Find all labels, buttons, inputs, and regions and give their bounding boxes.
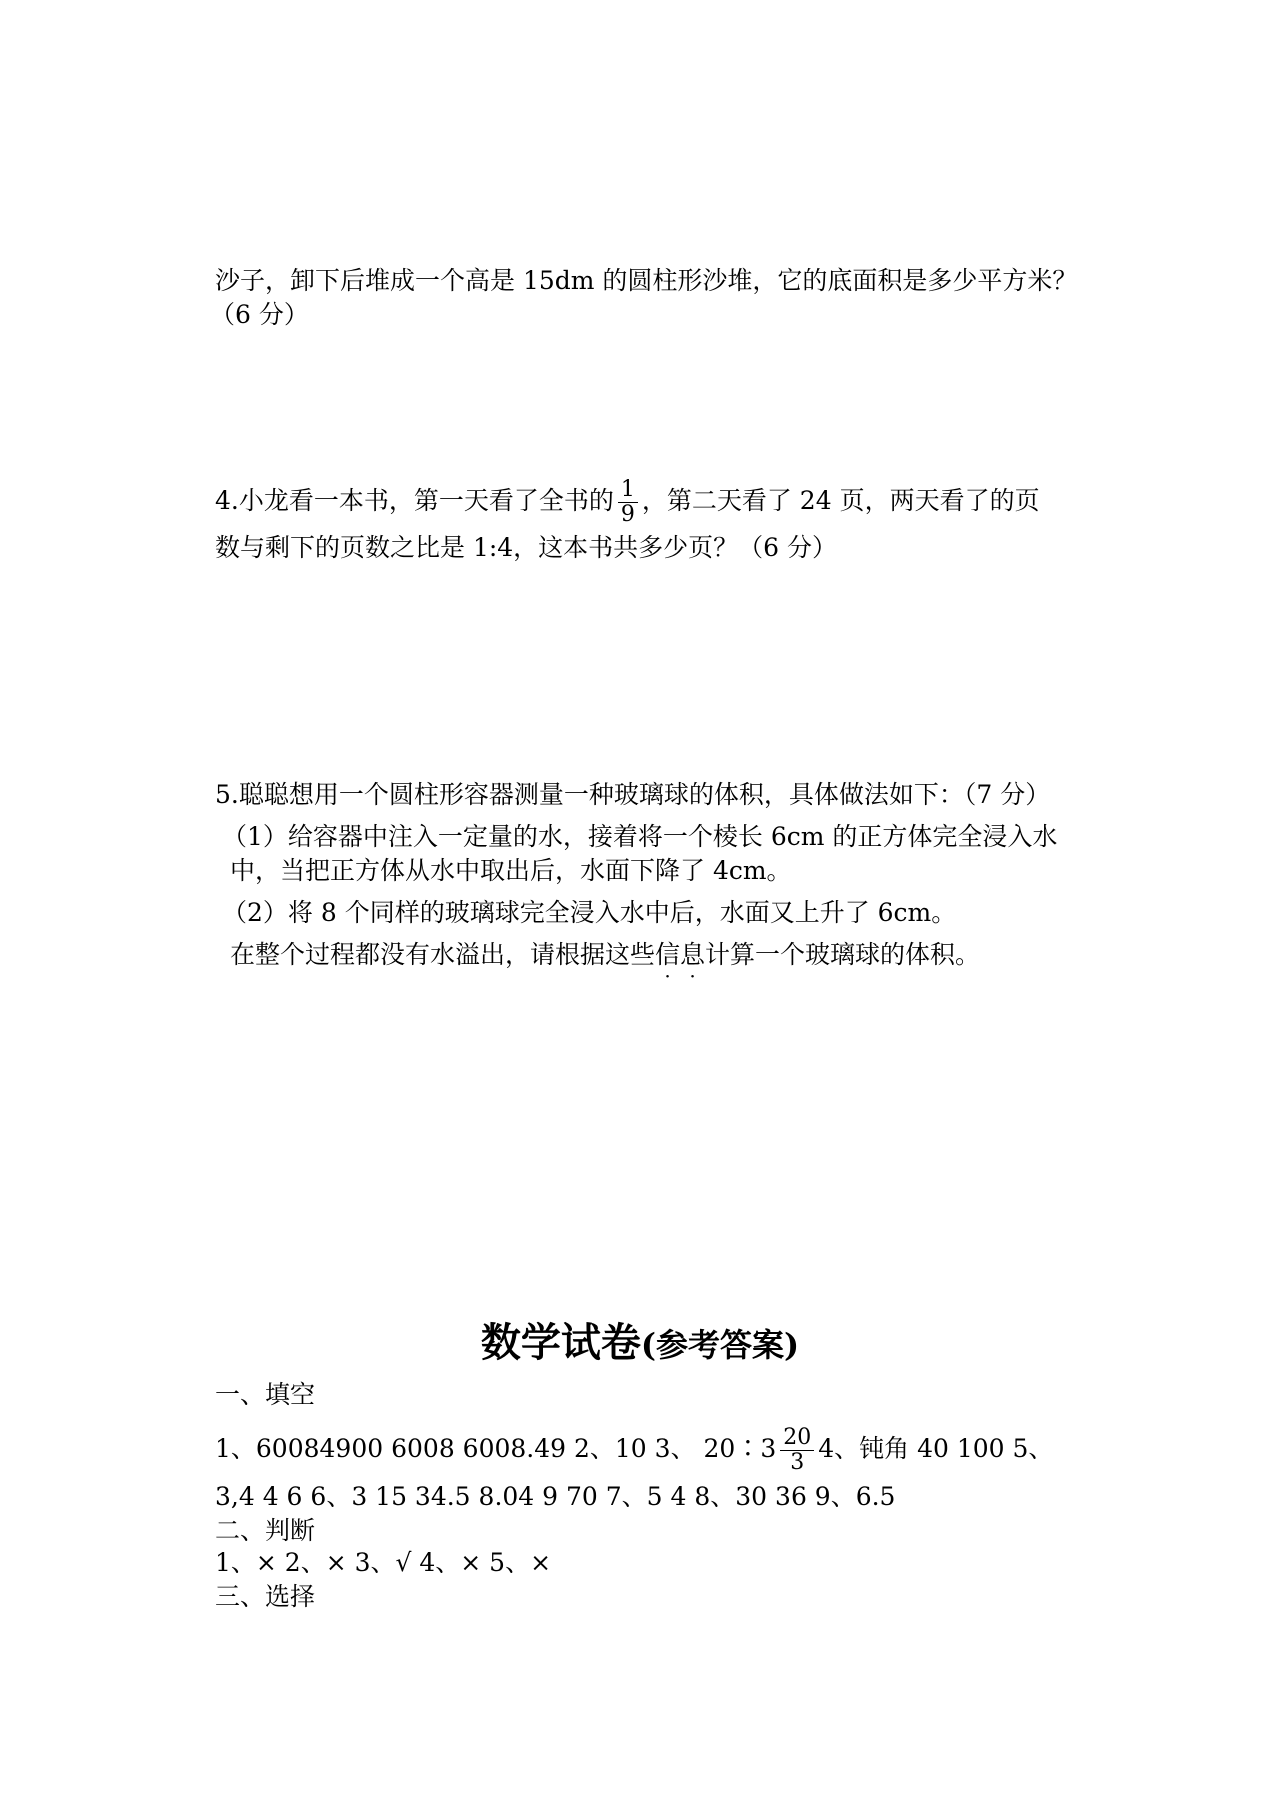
- section-fill-heading: 一、填空: [215, 1380, 316, 1409]
- q4-line2: 数与剩下的页数之比是 1:4，这本书共多少页？（6 分）: [215, 533, 838, 562]
- fill-answers-part-b: 4、钝角 40 100 5、: [818, 1434, 1054, 1463]
- q4-fraction-denominator: 9: [620, 502, 635, 527]
- fill-answers-line2: 3,4 4 6 6、3 15 34.5 8.04 9 70 7、5 4 8、30 36 9、6.5: [215, 1482, 896, 1511]
- answer-key-title: [0, 1318, 1280, 1370]
- q5-line2: （1）给容器中注入一定量的水，接着将一个棱长 6cm 的正方体完全浸入水: [222, 822, 1058, 851]
- q4-prefix: 4.小龙看一本书，第一天看了全书的: [215, 486, 614, 515]
- fill-fraction-numerator: 20: [783, 1425, 812, 1450]
- judge-answers: 1、× 2、× 3、√ 4、× 5、×: [215, 1548, 552, 1577]
- section-choice-heading: 三、选择: [215, 1582, 316, 1611]
- fill-fraction-denominator: 3: [790, 1450, 805, 1475]
- fill-answers-part-a: 1、60084900 6008 6008.49 2、10 3、 20∶3: [215, 1434, 777, 1463]
- q4-line1: [215, 478, 1040, 527]
- q5-line5: [230, 940, 980, 970]
- q4-fraction-numerator: 1: [620, 477, 635, 502]
- q5-emphasis-char-1: 信: [655, 940, 681, 969]
- q4-fraction: [618, 478, 638, 527]
- q3-line2: （6 分）: [210, 300, 309, 329]
- q5-emphasis-char-2: 息: [680, 940, 706, 969]
- q4-suffix: ，第二天看了 24 页，两天看了的页: [641, 486, 1040, 515]
- section-judge-heading: 二、判断: [215, 1516, 316, 1545]
- fill-answers-line1: [215, 1426, 1053, 1475]
- answer-key-title-main: 数学试卷: [480, 1319, 641, 1366]
- fill-fraction: [780, 1426, 814, 1475]
- q5-line1: 5.聪聪想用一个圆柱形容器测量一种玻璃球的体积，具体做法如下：（7 分）: [215, 780, 1051, 809]
- q5-line3: 中，当把正方体从水中取出后，水面下降了 4cm。: [230, 856, 792, 885]
- q5-line4: （2）将 8 个同样的玻璃球完全浸入水中后，水面又上升了 6cm。: [222, 898, 957, 927]
- q5-line5-part-b: 计算一个玻璃球的体积。: [705, 940, 981, 969]
- q3-line1: 沙子，卸下后堆成一个高是 15dm 的圆柱形沙堆，它的底面积是多少平方米？: [215, 266, 1078, 295]
- answer-key-title-sub: (参考答案): [640, 1326, 800, 1364]
- q5-line5-part-a: 在整个过程都没有水溢出，请根据这些: [230, 940, 656, 969]
